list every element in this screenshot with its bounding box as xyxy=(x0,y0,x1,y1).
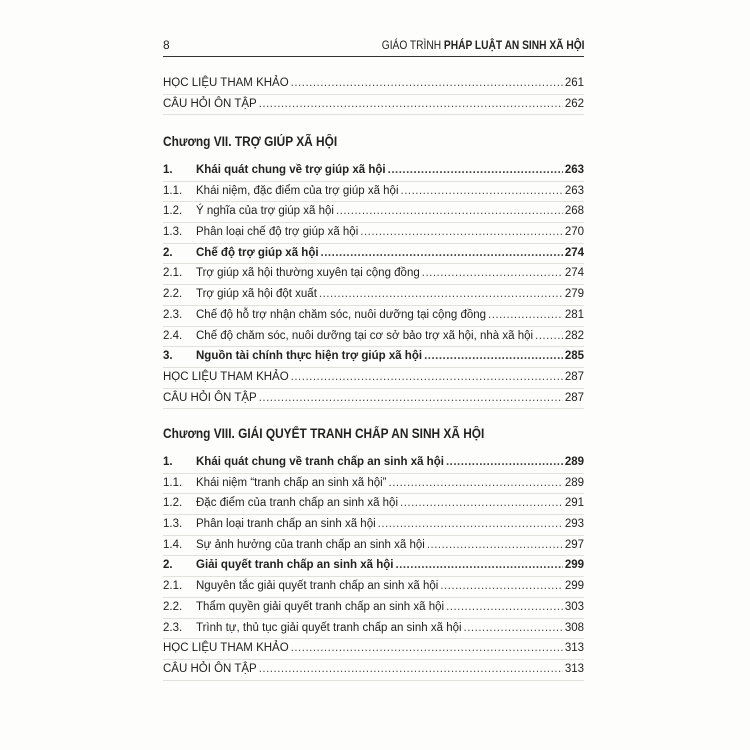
toc-entry[interactable] xyxy=(163,639,584,660)
entry-page: 282 xyxy=(564,329,584,342)
dot-leader xyxy=(319,285,563,305)
book-title xyxy=(381,38,584,52)
dot-leader xyxy=(259,95,563,115)
entry-page: 289 xyxy=(564,456,584,468)
entry-number: 2. xyxy=(163,246,173,259)
dot-leader xyxy=(321,244,563,264)
dot-leader xyxy=(291,368,563,388)
entry-label: Khái quát chung về tranh chấp an sinh xã hội xyxy=(196,456,444,468)
toc-entry[interactable] xyxy=(163,536,584,557)
dot-leader xyxy=(395,556,562,576)
dot-leader xyxy=(488,306,563,326)
entry-page: 303 xyxy=(564,600,584,613)
toc-entry[interactable] xyxy=(163,182,584,203)
toc-entry[interactable] xyxy=(163,474,584,495)
entry-number: 1.3. xyxy=(163,226,183,239)
dot-leader xyxy=(422,264,563,284)
entry-number: 1.2. xyxy=(163,497,183,510)
entry-label: Giải quyết tranh chấp an sinh xã hội xyxy=(196,559,394,572)
entry-label: Sự ảnh hưởng của tranh chấp an sinh xã hội xyxy=(196,538,425,551)
entry-page: 289 xyxy=(564,476,584,489)
toc-entry[interactable] xyxy=(163,453,584,474)
entry-label: Khái niệm, đặc điểm của trợ giúp xã hội xyxy=(196,184,399,197)
page-number: 8 xyxy=(163,38,170,52)
toc-entry[interactable] xyxy=(163,285,584,306)
entry-number: 2.3. xyxy=(163,621,183,634)
toc-chapter-7 xyxy=(163,132,584,409)
entry-page: 308 xyxy=(564,621,584,634)
dot-leader xyxy=(259,660,563,680)
entry-number: 1.4. xyxy=(163,538,183,551)
entry-label: CÂU HỎI ÔN TẬP xyxy=(163,97,257,110)
toc-entry[interactable] xyxy=(163,306,584,327)
entry-page: 287 xyxy=(564,370,584,383)
entry-page: 268 xyxy=(564,205,584,218)
toc-top-section xyxy=(163,74,584,115)
toc-entry[interactable] xyxy=(163,556,584,577)
entry-label: CÂU HỎI ÔN TẬP xyxy=(163,662,257,675)
entry-label: Chế độ hỗ trợ nhận chăm sóc, nuôi dưỡng tại cộng đồng xyxy=(196,308,487,321)
title-prefix: GIÁO TRÌNH xyxy=(381,38,444,52)
entry-page: 293 xyxy=(564,518,584,531)
entry-number: 2.4. xyxy=(163,329,183,342)
chapter-title: Chương VIII. GIẢI QUYẾT TRANH CHẤP AN SINH XÃ HỘI xyxy=(163,426,485,441)
entry-label: Trình tự, thủ tục giải quyết tranh chấp an sinh xã hội xyxy=(196,621,462,634)
dot-leader xyxy=(389,474,563,494)
title-bold: PHÁP LUẬT AN SINH XÃ HỘI xyxy=(443,38,584,52)
dot-leader xyxy=(291,74,563,94)
dot-leader xyxy=(378,515,563,535)
entry-page: 313 xyxy=(564,642,584,655)
toc-chapter-8 xyxy=(163,424,584,681)
entry-label: Chế độ trợ giúp xã hội xyxy=(196,246,319,259)
entry-number: 2.1. xyxy=(163,580,183,593)
entry-page: 274 xyxy=(564,246,584,259)
chapter-title: Chương VII. TRỢ GIÚP XÃ HỘI xyxy=(163,134,338,149)
entry-page: 262 xyxy=(564,97,584,110)
entry-number: 2.2. xyxy=(163,288,183,301)
entry-number: 1. xyxy=(163,164,173,176)
entry-label: Khái quát chung về trợ giúp xã hội xyxy=(196,164,386,176)
dot-leader xyxy=(400,494,563,514)
dot-leader xyxy=(535,327,563,347)
entry-label: HỌC LIỆU THAM KHẢO xyxy=(163,642,289,655)
toc-entry[interactable] xyxy=(163,264,584,285)
entry-label: Thẩm quyền giải quyết tranh chấp an sinh xã hội xyxy=(196,600,445,613)
entry-page: 291 xyxy=(564,497,584,510)
dot-leader xyxy=(336,202,563,222)
dot-leader xyxy=(424,347,563,367)
dot-leader xyxy=(464,619,563,639)
dot-leader xyxy=(427,536,563,556)
toc-entry[interactable] xyxy=(163,389,584,410)
toc-entry[interactable] xyxy=(163,577,584,598)
toc-entry[interactable] xyxy=(163,494,584,515)
entry-number: 2. xyxy=(163,559,173,572)
entry-page: 313 xyxy=(564,662,584,675)
entry-label: Ý nghĩa của trợ giúp xã hội xyxy=(196,205,334,218)
dot-leader xyxy=(259,389,563,409)
toc-entry[interactable] xyxy=(163,347,584,368)
toc-entry[interactable] xyxy=(163,660,584,681)
entry-page: 279 xyxy=(564,288,584,301)
entry-number: 1. xyxy=(163,456,173,468)
toc-entry[interactable] xyxy=(163,619,584,640)
entry-label: CÂU HỎI ÔN TẬP xyxy=(163,391,257,404)
entry-number: 2.3. xyxy=(163,308,183,321)
entry-label: Nguyên tắc giải quyết tranh chấp an sinh xã hội xyxy=(196,580,439,593)
entry-number: 1.1. xyxy=(163,476,183,489)
entry-number: 1.3. xyxy=(163,518,183,531)
entry-label: HỌC LIỆU THAM KHẢO xyxy=(163,370,289,383)
entry-label: HỌC LIỆU THAM KHẢO xyxy=(163,77,289,89)
entry-label: Khái niệm “tranh chấp an sinh xã hội” xyxy=(196,476,387,489)
entry-label: Trợ giúp xã hội đột xuất xyxy=(196,288,317,301)
entry-page: 285 xyxy=(564,350,584,363)
dot-leader xyxy=(388,161,563,181)
entry-label: Phân loại chế độ trợ giúp xã hội xyxy=(196,226,359,239)
entry-page: 281 xyxy=(564,308,584,321)
entry-number: 2.1. xyxy=(163,267,183,280)
dot-leader xyxy=(446,598,563,618)
toc-entry[interactable] xyxy=(163,598,584,619)
toc-entry[interactable] xyxy=(163,327,584,348)
entry-page: 261 xyxy=(564,77,584,89)
toc-entry[interactable] xyxy=(163,244,584,265)
dot-leader xyxy=(446,453,563,473)
toc-entry[interactable] xyxy=(163,515,584,536)
dot-leader xyxy=(291,639,563,659)
entry-label: Chế độ chăm sóc, nuôi dưỡng tại cơ sở bảo trợ xã hội, nhà xã hội xyxy=(196,329,534,342)
entry-page: 297 xyxy=(564,538,584,551)
entry-page: 299 xyxy=(564,559,584,572)
entry-page: 299 xyxy=(564,580,584,593)
entry-label: Đặc điểm của tranh chấp an sinh xã hội xyxy=(196,497,399,510)
entry-number: 1.2. xyxy=(163,205,183,218)
entry-page: 274 xyxy=(564,267,584,280)
toc-entry[interactable] xyxy=(163,74,584,95)
dot-leader xyxy=(440,577,563,597)
entry-label: Phân loại tranh chấp an sinh xã hội xyxy=(196,518,376,531)
entry-number: 1.1. xyxy=(163,184,183,197)
toc-entry[interactable] xyxy=(163,223,584,244)
dot-leader xyxy=(360,223,563,243)
toc-entry[interactable] xyxy=(163,368,584,389)
toc-entry[interactable] xyxy=(163,95,584,116)
entry-page: 263 xyxy=(564,164,584,176)
dot-leader xyxy=(401,182,563,202)
entry-number: 3. xyxy=(163,350,173,363)
entry-label: Trợ giúp xã hội thường xuyên tại cộng đồng xyxy=(196,267,420,280)
entry-label: Nguồn tài chính thực hiện trợ giúp xã hội xyxy=(196,350,423,363)
entry-page: 270 xyxy=(564,226,584,239)
toc-entry[interactable] xyxy=(163,161,584,182)
entry-number: 2.2. xyxy=(163,600,183,613)
entry-page: 287 xyxy=(564,391,584,404)
running-header xyxy=(163,36,584,57)
entry-page: 263 xyxy=(564,184,584,197)
toc-entry[interactable] xyxy=(163,202,584,223)
